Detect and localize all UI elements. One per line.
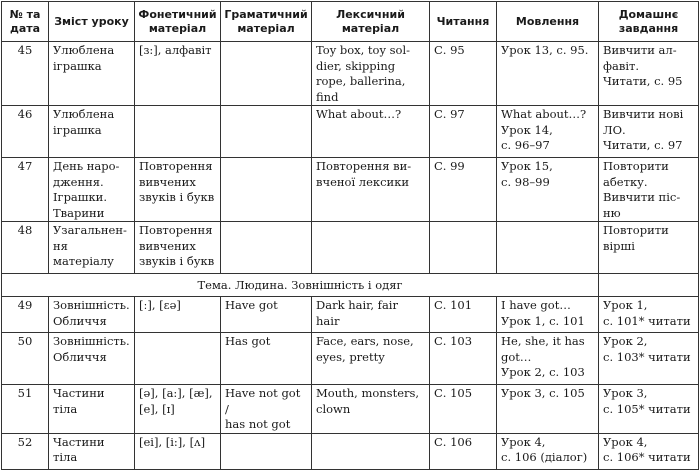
header-homework: Домашнє завдання	[599, 2, 699, 42]
header-lexical: Лексичний матеріал	[312, 2, 430, 42]
header-row	[2, 2, 699, 42]
lexical-cell: Mouth, monsters, clown	[312, 385, 430, 434]
lesson-number: 48	[2, 222, 49, 274]
lesson-topic: Зовнішність. Обличчя	[49, 297, 135, 333]
homework-cell: Повторити вірші	[599, 222, 699, 274]
speech-cell: I have got… Урок 1, с. 101	[497, 297, 599, 333]
lexical-cell: Toy box, toy sol- dier, skipping rope, ballerina, find	[312, 42, 430, 106]
phonetic-cell	[135, 106, 221, 158]
header-speech: Мовлення	[497, 2, 599, 42]
phonetic-cell: [ə], [a:], [æ], [e], [ɪ]	[135, 385, 221, 434]
homework-cell: Вивчити нові ЛО. Читати, с. 97	[599, 106, 699, 158]
reading-cell: С. 97	[430, 106, 497, 158]
homework-cell: Вивчити ал- фавіт. Читати, с. 95	[599, 42, 699, 106]
header-reading: Читання	[430, 2, 497, 42]
section-row	[2, 274, 699, 297]
grammar-cell	[221, 42, 312, 106]
table-row	[2, 297, 699, 333]
phonetic-cell: Повторення вивчених звуків і букв	[135, 158, 221, 222]
grammar-cell	[221, 433, 312, 469]
lesson-topic: Узагальнен- ня матеріалу	[49, 222, 135, 274]
speech-cell: What about…? Урок 14, с. 96–97	[497, 106, 599, 158]
lexical-cell: Face, ears, nose, eyes, pretty	[312, 333, 430, 385]
table-row	[2, 222, 699, 274]
phonetic-cell	[135, 333, 221, 385]
lexical-cell	[312, 222, 430, 274]
table-row	[2, 106, 699, 158]
lesson-number: 51	[2, 385, 49, 434]
grammar-cell	[221, 222, 312, 274]
lesson-number: 45	[2, 42, 49, 106]
lesson-topic: Частини тіла	[49, 433, 135, 469]
grammar-cell	[221, 106, 312, 158]
table-row	[2, 158, 699, 222]
lesson-number: 50	[2, 333, 49, 385]
grammar-cell: Have got	[221, 297, 312, 333]
table-row	[2, 433, 699, 469]
phonetic-cell: Повторення вивчених звуків і букв	[135, 222, 221, 274]
table-row	[2, 333, 699, 385]
table-row	[2, 385, 699, 434]
lesson-topic: Улюблена іграшка	[49, 106, 135, 158]
reading-cell	[430, 222, 497, 274]
grammar-cell	[221, 158, 312, 222]
reading-cell: С. 99	[430, 158, 497, 222]
header-phonetic: Фонетичний матеріал	[135, 2, 221, 42]
lesson-number: 46	[2, 106, 49, 158]
homework-cell: Повторити абетку. Вивчити піс- ню	[599, 158, 699, 222]
homework-cell: Урок 1, с. 101* читати	[599, 297, 699, 333]
reading-cell: С. 106	[430, 433, 497, 469]
grammar-cell: Have not got / has not got	[221, 385, 312, 434]
lesson-plan-table	[1, 1, 699, 470]
speech-cell: Урок 4, с. 106 (діалог)	[497, 433, 599, 469]
speech-cell: Урок 15, с. 98–99	[497, 158, 599, 222]
grammar-cell: Has got	[221, 333, 312, 385]
lexical-cell: What about…?	[312, 106, 430, 158]
table-row	[2, 42, 699, 106]
speech-cell: Урок 13, с. 95.	[497, 42, 599, 106]
header-number-date: № та дата	[2, 2, 49, 42]
homework-cell: Урок 4, с. 106* читати	[599, 433, 699, 469]
speech-cell: Урок 3, с. 105	[497, 385, 599, 434]
phonetic-cell: [ɜ:], алфавіт	[135, 42, 221, 106]
lesson-number: 52	[2, 433, 49, 469]
speech-cell: He, she, it has got… Урок 2, с. 103	[497, 333, 599, 385]
reading-cell: С. 105	[430, 385, 497, 434]
section-title: Тема. Людина. Зовнішність і одяг	[2, 274, 599, 297]
lesson-topic: День наро- дження. Іграшки. Тварини	[49, 158, 135, 222]
speech-cell	[497, 222, 599, 274]
section-empty-cell	[599, 274, 699, 297]
lesson-topic: Зовнішність. Обличчя	[49, 333, 135, 385]
header-lesson-content: Зміст уроку	[49, 2, 135, 42]
lexical-cell: Повторення ви- вченої лексики	[312, 158, 430, 222]
reading-cell: С. 95	[430, 42, 497, 106]
phonetic-cell: [ei], [i:], [ʌ]	[135, 433, 221, 469]
lexical-cell	[312, 433, 430, 469]
lesson-topic: Частини тіла	[49, 385, 135, 434]
lesson-topic: Улюблена іграшка	[49, 42, 135, 106]
reading-cell: С. 103	[430, 333, 497, 385]
lexical-cell: Dark hair, fair hair	[312, 297, 430, 333]
lesson-number: 47	[2, 158, 49, 222]
reading-cell: С. 101	[430, 297, 497, 333]
header-grammar: Граматичний матеріал	[221, 2, 312, 42]
phonetic-cell: [ː], [ɛə]	[135, 297, 221, 333]
lesson-number: 49	[2, 297, 49, 333]
homework-cell: Урок 3, с. 105* читати	[599, 385, 699, 434]
homework-cell: Урок 2, с. 103* читати	[599, 333, 699, 385]
